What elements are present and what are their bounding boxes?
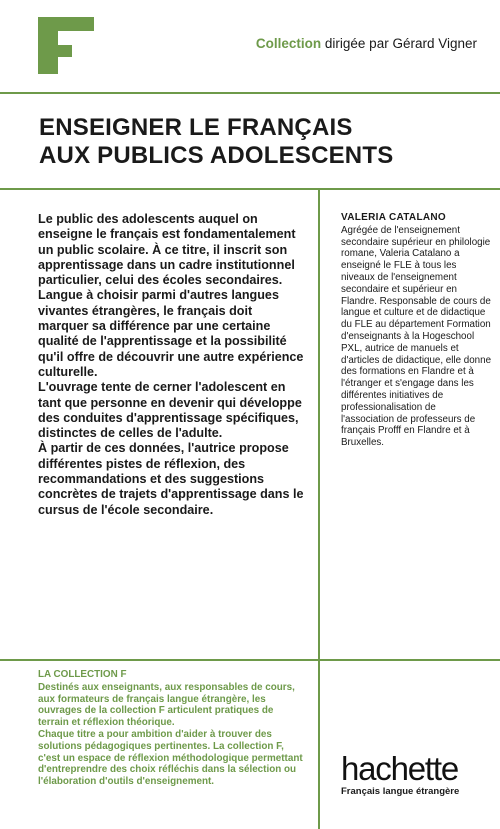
publisher-name: hachette <box>341 750 459 787</box>
divider-bottom <box>0 659 500 661</box>
summary-paragraph: À partir de ces données, l'autrice propose différentes pistes de réflexion, des recommandations et des suggestions concrètes de trajets d'apprentissage dans le cursus de l'école secondaire. <box>38 441 304 517</box>
divider-title <box>0 188 500 190</box>
summary-paragraph: Le public des adolescents auquel on enseigne le français est fondamentalement un public scolaire. À ce titre, il inscrit son apprentissage dans un cadre institutionnel particulier, celui des écoles secondaires. <box>38 212 296 288</box>
collection-paragraph: Chaque titre a pour ambition d'aider à trouver des solutions pédagogiques pertinentes. La collection F, c'est un espace de réflexion méthodologique permettant d'entreprendre des choix réfléchis dans la sélection ou l'élaboration d'outils d'enseignement. <box>38 728 303 788</box>
collection-description <box>38 669 304 788</box>
book-summary <box>38 212 306 518</box>
divider-column-bottom <box>318 659 320 829</box>
book-title-line-1: ENSEIGNER LE FRANÇAIS <box>39 114 353 141</box>
summary-paragraph: Langue à choisir parmi d'autres langues vivantes étrangères, le français doit marquer sa différence par une certaine qualité de l'apprentissage et la possibilité qu'il offre de découvrir une autre expérience culturelle. <box>38 288 304 379</box>
divider-top <box>0 92 500 94</box>
collection-paragraph: Destinés aux enseignants, aux responsables de cours, aux formateurs de français langue étrangère, les ouvrages de la collection F articulent pratiques de terrain et réflexion théorique. <box>38 681 295 729</box>
collection-header <box>256 36 477 51</box>
collection-word: Collection <box>255 36 322 51</box>
author-block <box>341 212 491 449</box>
publisher-subtitle: Français langue étrangère <box>341 786 460 797</box>
divider-column <box>318 188 320 659</box>
summary-paragraph: L'ouvrage tente de cerner l'adolescent en tant que personne en devenir qui développe des conduites d'apprentissage spécifiques, distinctes de celles de l'adulte. <box>38 380 302 441</box>
book-title <box>39 114 393 170</box>
f-logo-icon <box>38 17 94 74</box>
book-title-line-2: AUX PUBLICS ADOLESCENTS <box>39 142 394 169</box>
publisher-logo <box>341 751 481 797</box>
collection-title: LA COLLECTION F <box>38 669 127 680</box>
author-bio: Agrégée de l'enseignement secondaire supérieur en philologie romane, Valeria Catalano a enseigné le FLE à tous les niveaux de l'enseignement secondaire et supérieur en Flandre. Responsable de cours de langue et culture et de didactique du FLE au département Formation d'enseignants à la Hogeschool PXL, autrice de manuels et d'articles de didactique, elle donne des formations en Flandre et à l'étranger et s'engage dans les différentes initiatives de professionalisation de l'association de professeurs de français Profff en Flandre et à Bruxelles. <box>341 224 492 449</box>
author-name: VALERIA CATALANO <box>341 212 446 223</box>
collection-director: dirigée par Gérard Vigner <box>324 36 477 51</box>
